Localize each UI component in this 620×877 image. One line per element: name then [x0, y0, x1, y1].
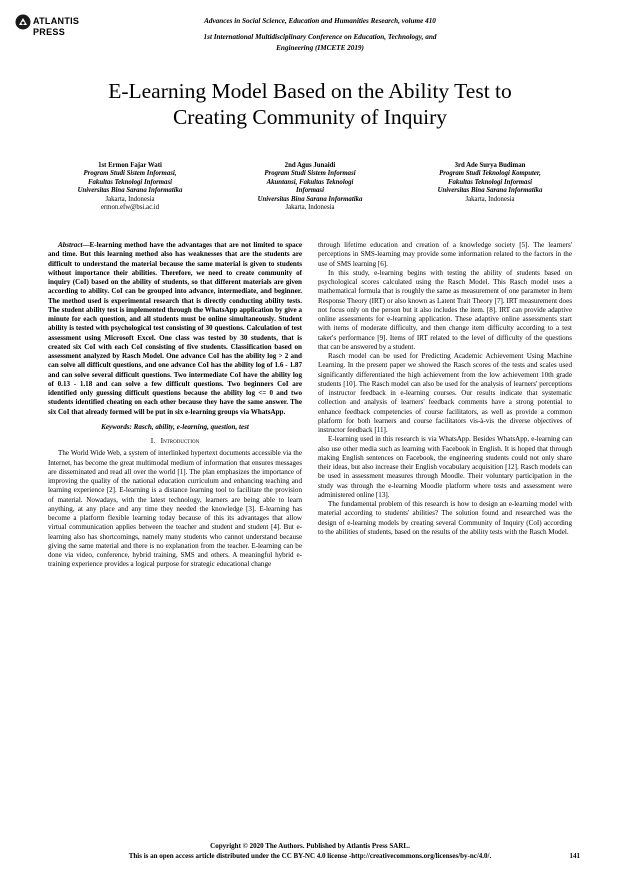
author-block — [45, 162, 575, 232]
paper-title-line1: E-Learning Model Based on the Ability Test to — [108, 79, 512, 103]
author-name: 1st Ermon Fajar Wati — [98, 162, 162, 169]
author-1 — [45, 162, 215, 212]
publisher-logo — [15, 14, 80, 44]
body-paragraph: Rasch model can be used for Predicting Academic Achievement Using Machine Learning. In the present paper we showed the Rasch scores of the tests and scales used significantly differentiated the high achievement from the low achievement 10th grade students [10]. The Rasch model can also be used for the analysis of learners' perceptions of instructor feedback in e-learning courses. Our results indicate that systematic collection and analysis of learners' feedback comments have a strong potential to enhance feedback competencies of course facilitators, as well as provide a common platform for both learners and course facilitators vis-à-vis the diverse objectives of instructor feedback [11]. — [318, 352, 572, 434]
author-affiliation: Universitas Bina Sarana Informatika — [257, 195, 363, 203]
page-number: 141 — [569, 852, 580, 860]
copyright-line: Copyright © 2020 The Authors. Published by Atlantis Press SARL. — [210, 842, 410, 850]
keywords-line — [48, 423, 302, 432]
author-affiliation: Program Studi Sistem Informasi — [264, 170, 356, 178]
author-affiliation: Fakultas Teknologi Informasi — [88, 178, 172, 186]
author-affiliation: Akuntansi, Fakultas Teknologi — [266, 178, 354, 186]
paper-title-line2: Creating Community of Inquiry — [172, 105, 448, 129]
conference-header-line1: 1st International Multidisciplinary Conference on Education, Technology, and — [203, 33, 437, 41]
author-email[interactable]: ermon.efw@bsi.ac.id — [100, 204, 160, 212]
body-paragraph: E-learning used in this research is via WhatsApp. Besides WhatsApp, e-learning can also use other media such as learning with Facebook in English. It is hoped that through making English sentences on Facebook, the engineering students could not only share their ideas, but also increase their English vocabulary acquisition [12]. Rasch models can be used in assessment measures through Moodle. Their voluntary participation in the study was through the e-learning Moodle platform where tests and assessment were administered online [13]. — [318, 435, 572, 499]
left-column — [48, 241, 302, 570]
body-paragraph: In this study, e-learning begins with testing the ability of students based on psychological scores calculated using the Rasch Model. This Rasch model uses a mathematical formula that is roughly the same as measurement of one parameter in Item Response Theory (IRT) or also known as Latent Trait Theory [7]. IRT measurement does not focus only on the person but it also includes the item. [8]. IRT can provide adaptive online assessments for e-learning application. These adaptive online assessments start with items of moderate difficulty, and then change item difficulty according to a test taker's performance [9]. Items of IRT related to the level of difficulty of the questions that can be answered by a student. — [318, 268, 572, 351]
author-affiliation: Program Studi Teknologi Komputer, — [439, 170, 541, 178]
author-name: 3rd Ade Surya Budiman — [454, 162, 526, 169]
keywords-label: Keywords — [101, 422, 130, 431]
intro-paragraph: The World Wide Web, a system of interlinked hypertext documents accessible via the Internet, has become the great multimodal medium of information that ensures messages are disseminated and read all over the world [1]. The plan emphasizes the importance of improving the quality of the national education curriculum and enhancing teaching and learning experience [2]. E-learning is a distance learning tool to facilitate the provision of material. Nowadays, with the latest technology, learners are being able to learn anything, at any place and any time they needed the knowledge [3]. E-learning has become a platform flexible learning today because of this its advantages that allow virtual communication applies between the teacher and student and student [4]. But e-learning also has shortcomings, namely many students who cannot understand because giving the same material and there is no explanation from the teacher. E-learning can be done via video, conference, hybrid training, SMS and others. A meaningful hybrid e-training experience provides a logical purpose for strategic educational change — [48, 449, 302, 569]
keywords-separator: : — [129, 422, 134, 431]
right-column — [318, 241, 572, 537]
keywords-text: Rasch, ability, e-learning, question, test — [133, 422, 249, 431]
section-heading-introduction — [48, 436, 302, 445]
abstract — [48, 241, 302, 417]
publisher-name-line2: PRESS — [33, 27, 66, 37]
author-affiliation: Universitas Bina Sarana Informatika — [77, 187, 183, 195]
author-city: Jakarta, Indonesia — [285, 204, 335, 212]
atlantis-logo-icon — [15, 14, 31, 30]
section-number: I. — [150, 436, 156, 445]
author-3 — [405, 162, 575, 204]
author-affiliation: Program Studi Sistem Informasi, — [83, 170, 177, 178]
publisher-name-line1: ATLANTIS — [33, 16, 80, 26]
author-affiliation: Fakultas Teknologi Informasi — [448, 178, 532, 186]
author-affiliation: Universitas Bina Sarana Informatika — [437, 187, 543, 195]
author-name: 2nd Agus Junaidi — [284, 162, 336, 169]
body-paragraph: The fundamental problem of this research is how to design an e-learning model with material according to students' abilities? The solution found and researched was the design of e-learning models by creating several Community of Inquiry (CoI) according to the abilities of students, based on the results of the ability tests with the Rasch Model. — [318, 500, 572, 536]
section-title: Introduction — [160, 436, 200, 445]
abstract-text: —E-learning method have the advantages that are not limited to space and time. But this learning method also has weaknesses that are the students are difficult to understand the material because the same material is given to students without importance their abilities. Therefore, we need to create community of inquiry (CoI) based on the ability of students, so that different materials are given according to ability. CoI can be grouped into advance, intermediate, and beginner. The method used is experimental research that is directly conducting ability tests. The student ability test is implemented through the WhatsApp application by give a minute for each question, and all students must be online simultaneously. Student ability is tested with psychological test consisting of 30 questions. Calculation of test assessment using Microsoft Excel. One class was tested by 30 students, that is created six CoI with each CoI consisting of five students. Classification based on assessment analyzed by Rasch Model. One advance CoI has the ability log > 2 and can solve all difficult questions, and one advance CoI has the ability log of 1.6 - 1.87 and can solve several difficult questions. Two intermediate CoI have the ability log of 0.13 - 1.18 and can solve a few difficult questions. Two beginners CoI are identified only guessing difficult questions because the ability log <= 0 and two students identified cheating on each other because they have the same answer. The six CoI that already formed will be put in six e-learning groups via WhatsApp. — [48, 241, 302, 416]
conference-header-line2: Engineering (IMCETE 2019) — [276, 44, 364, 52]
author-2 — [225, 162, 395, 212]
author-city: Jakarta, Indonesia — [465, 195, 515, 203]
author-affiliation: Informasi — [296, 187, 324, 195]
abstract-label: Abstract — [58, 241, 83, 249]
body-paragraph: through lifetime education and creation of a knowledge society [5]. The learners' perceptions in SMS-learning may provide some information related to the factors in the use of SMS learning [6]. — [318, 241, 572, 268]
series-header: Advances in Social Science, Education and Humanities Research, volume 410 — [204, 17, 436, 25]
author-city: Jakarta, Indonesia — [105, 195, 155, 203]
license-line[interactable]: This is an open access article distributed under the CC BY-NC 4.0 license -http://creativecommons.org/licenses/by-nc/4.0/. — [128, 852, 492, 860]
